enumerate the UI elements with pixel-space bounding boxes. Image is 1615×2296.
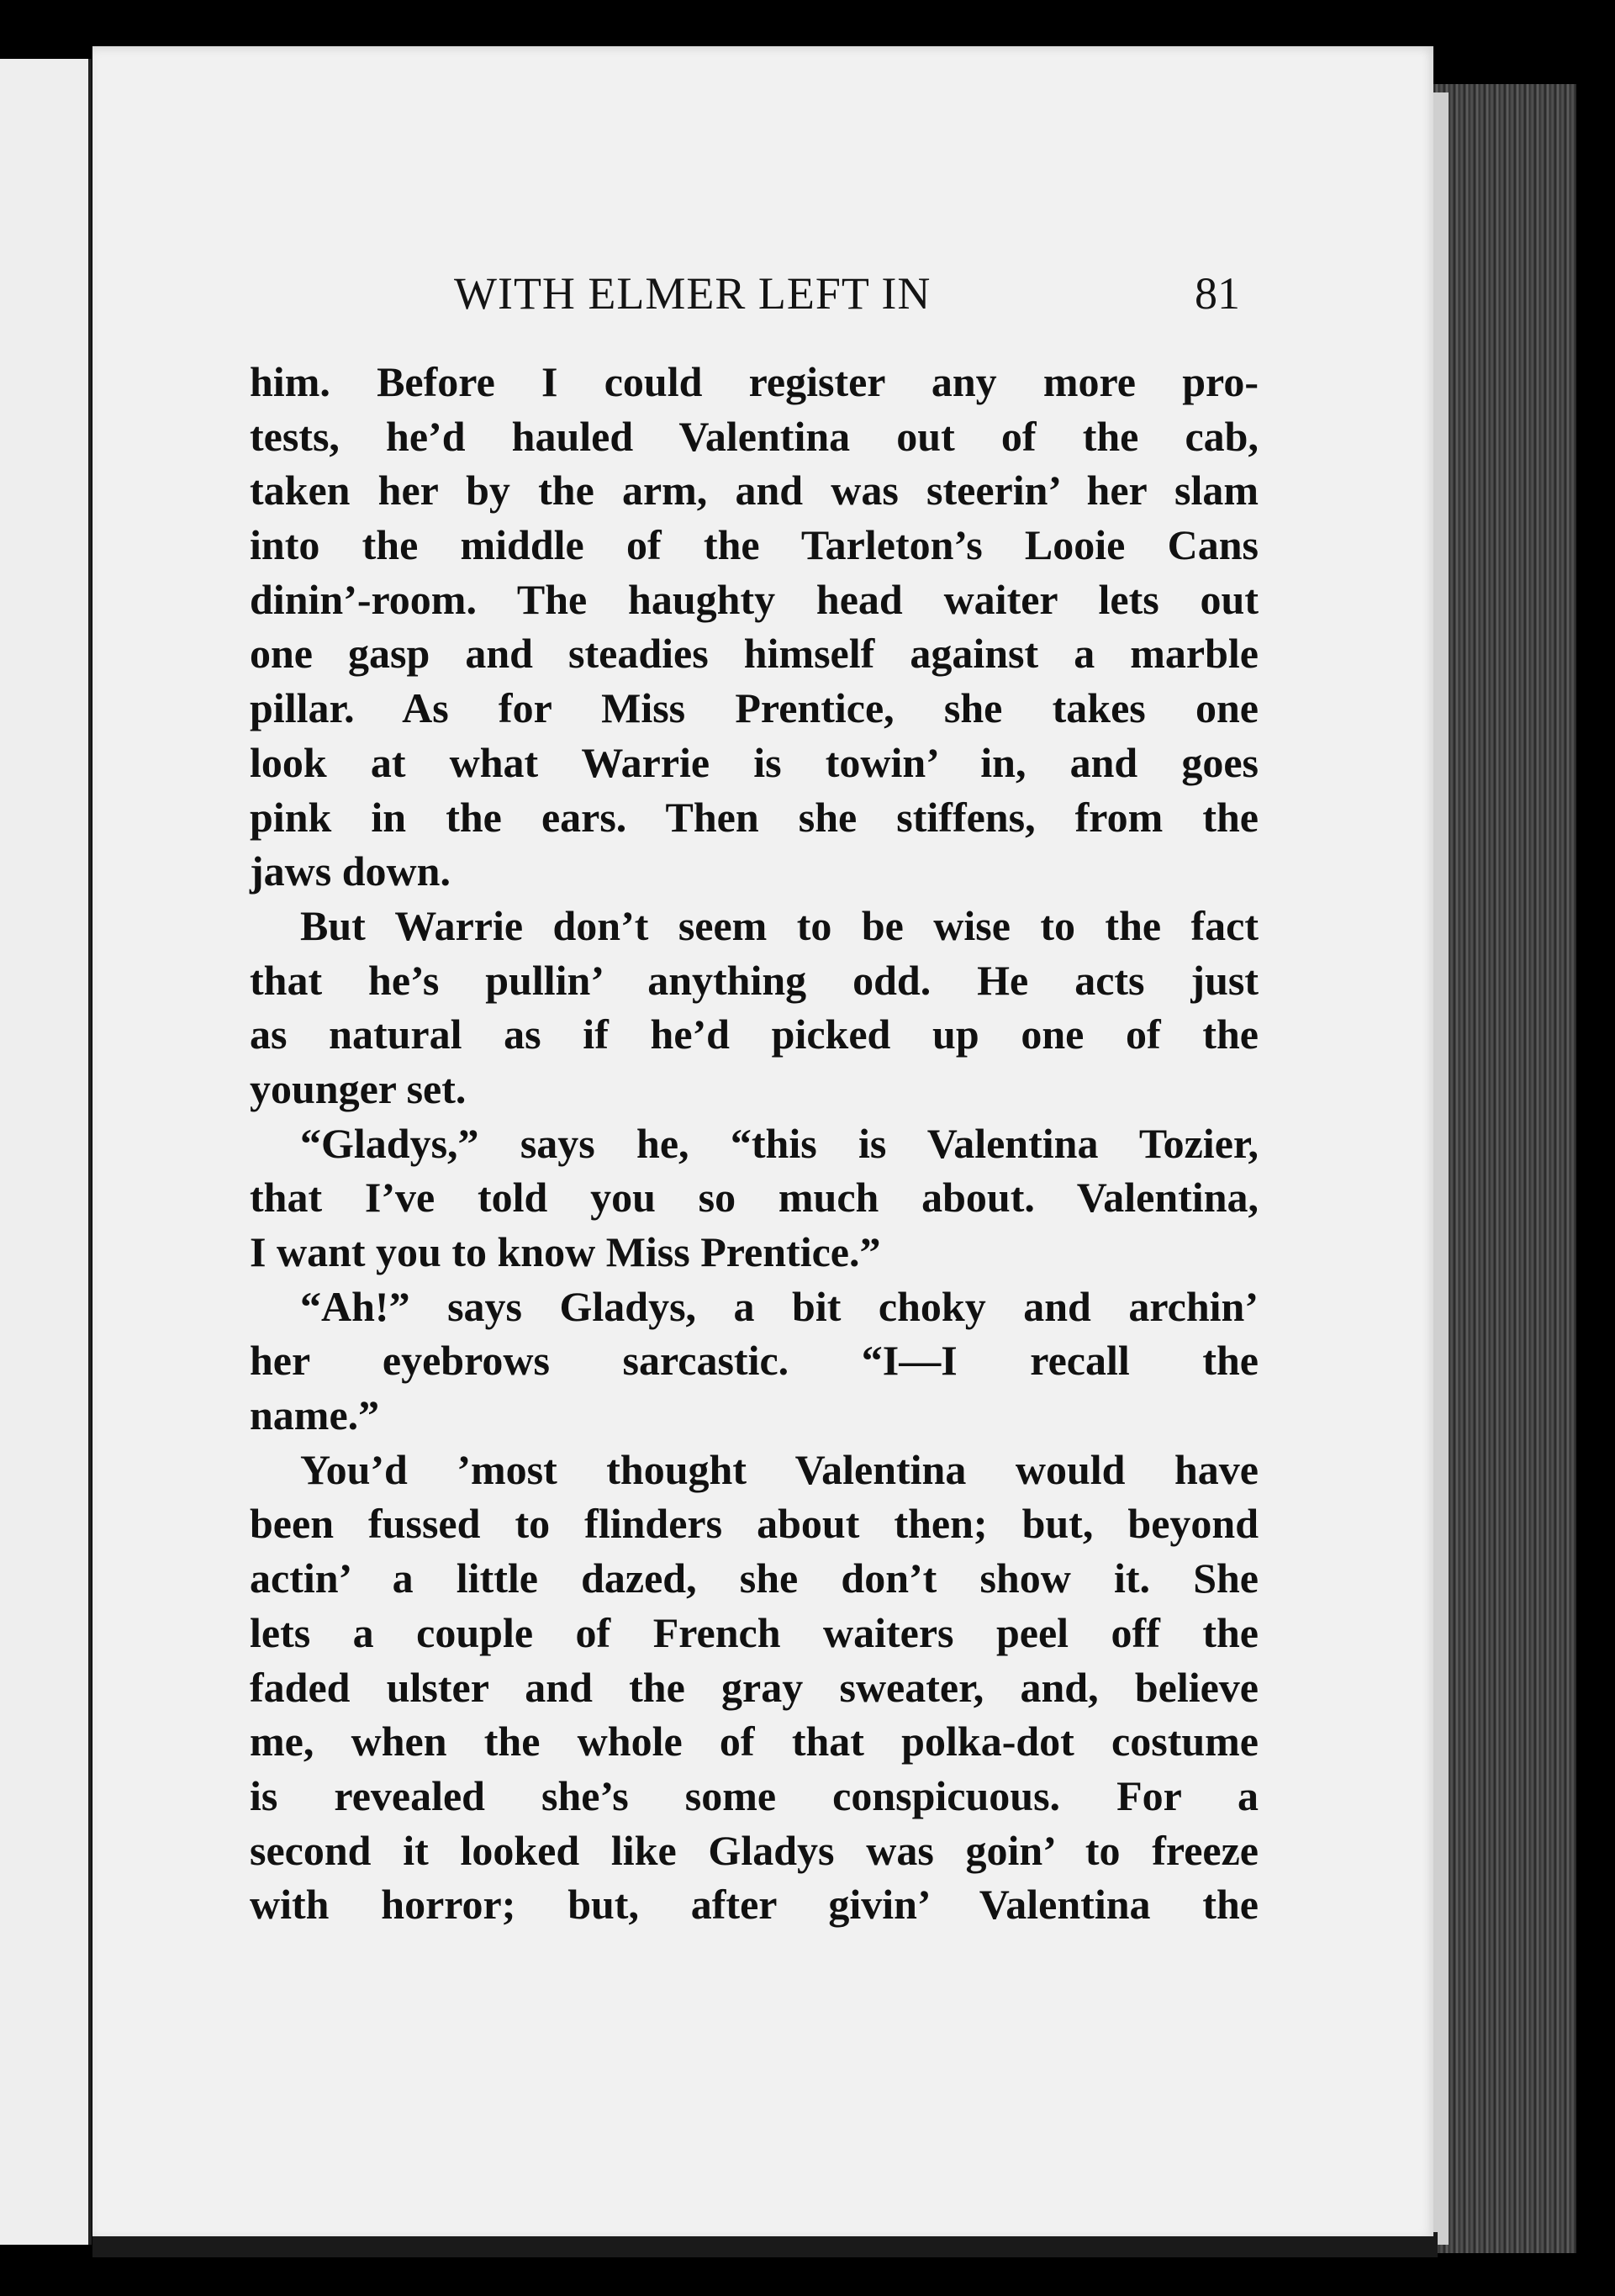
text-line: pillar. As for Miss Prentice, she takes one — [250, 684, 1259, 732]
text-line: lets a couple of French waiters peel off the — [250, 1608, 1259, 1656]
text-line: one gasp and steadies himself against a marble — [250, 630, 1259, 678]
text-line: younger set. — [250, 1064, 467, 1112]
text-line: as natural as if he’d picked up one of the — [250, 1011, 1259, 1058]
text-line: “Ah!” says Gladys, a bit choky and archin’ — [300, 1282, 1259, 1330]
text-line: is revealed she’s some conspicuous. For a — [250, 1771, 1259, 1819]
text-line: look at what Warrie is towin’ in, and goes — [250, 738, 1259, 786]
text-line: me, when the whole of that polka-dot costume — [250, 1718, 1259, 1766]
text-line: her eyebrows sarcastic. “I—I recall the — [250, 1337, 1259, 1385]
running-head — [244, 267, 1240, 326]
page-number: 81 — [1195, 268, 1240, 319]
text-line: actin’ a little dazed, she don’t show it. She — [250, 1554, 1259, 1602]
text-line: been fussed to flinders about then; but, beyond — [250, 1500, 1259, 1548]
text-line: name.” — [250, 1391, 380, 1439]
text-line: that he’s pullin’ anything odd. He acts just — [250, 956, 1259, 1004]
text-line: into the middle of the Tarleton’s Looie Cans — [250, 521, 1259, 569]
text-line: him. Before I could register any more pro- — [250, 358, 1259, 405]
text-line: You’d ’most thought Valentina would have — [300, 1445, 1259, 1493]
text-line: “Gladys,” says he, “this is Valentina Tozier, — [300, 1119, 1259, 1167]
running-title: WITH ELMER LEFT IN — [454, 268, 932, 319]
text-line: tests, he’d hauled Valentina out of the cab, — [250, 412, 1259, 460]
text-line: taken her by the arm, and was steerin’ her slam — [250, 467, 1259, 515]
page-stack-edge — [1429, 84, 1576, 2253]
text-line: that I’ve told you so much about. Valentina, — [250, 1174, 1259, 1222]
page-stack-highlight — [1433, 92, 1449, 2245]
text-line: second it looked like Gladys was goin’ to freeze — [250, 1826, 1259, 1874]
left-page-edge — [0, 59, 92, 2245]
text-line: faded ulster and the gray sweater, and, believe — [250, 1663, 1259, 1711]
text-line: I want you to know Miss Prentice.” — [250, 1228, 881, 1275]
body-text — [250, 355, 1259, 1932]
text-line: jaws down. — [250, 847, 451, 895]
text-line: pink in the ears. Then she stiffens, from the — [250, 793, 1259, 841]
text-line: with horror; but, after givin’ Valentina the — [250, 1881, 1259, 1929]
text-line: But Warrie don’t seem to be wise to the fact — [300, 901, 1259, 949]
text-line: dinin’-room. The haughty head waiter lets out — [250, 575, 1259, 623]
